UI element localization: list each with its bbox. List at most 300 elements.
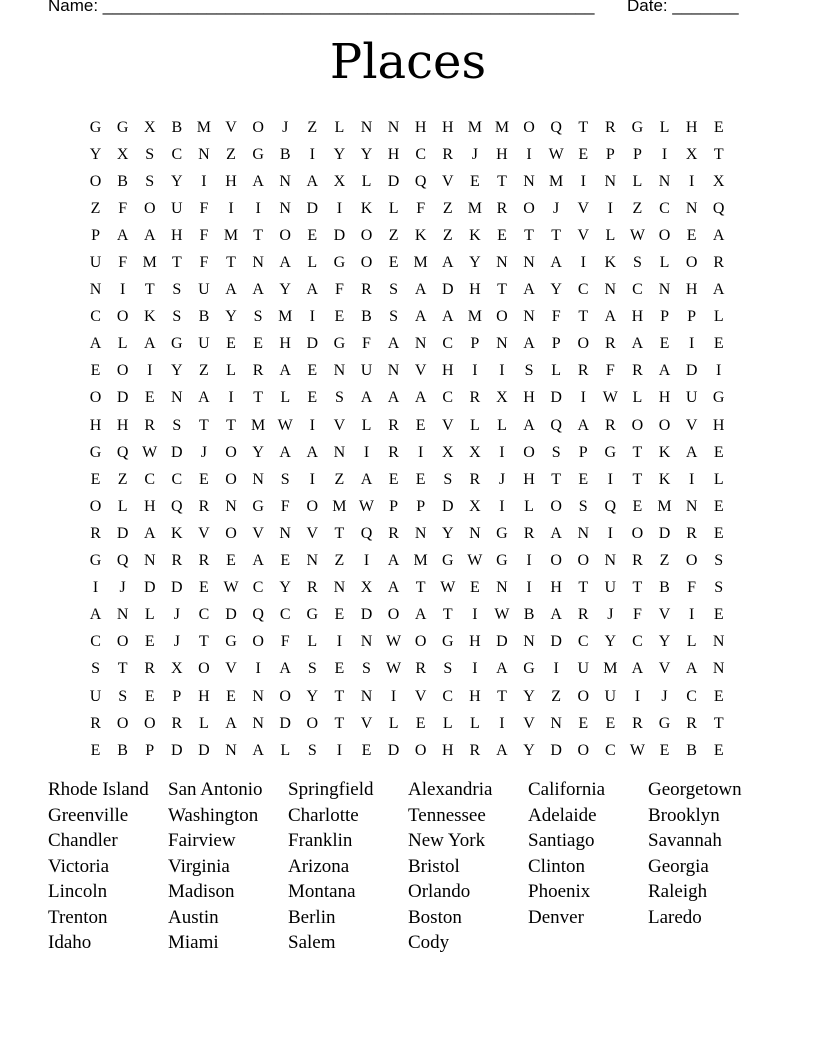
grid-letter[interactable]: I bbox=[390, 687, 397, 705]
grid-letter[interactable]: Y bbox=[550, 281, 562, 299]
grid-letter[interactable]: R bbox=[415, 660, 426, 678]
grid-letter[interactable]: Y bbox=[225, 308, 237, 326]
grid-letter[interactable]: F bbox=[199, 226, 209, 244]
grid-letter[interactable]: A bbox=[387, 552, 400, 570]
grid-letter[interactable]: N bbox=[496, 254, 508, 272]
grid-letter[interactable]: T bbox=[578, 308, 589, 326]
grid-letter[interactable]: U bbox=[360, 362, 373, 380]
grid-letter[interactable]: D bbox=[116, 389, 129, 407]
grid-letter[interactable]: A bbox=[360, 470, 373, 488]
grid-letter[interactable]: A bbox=[116, 226, 129, 244]
grid-letter[interactable]: O bbox=[685, 254, 698, 272]
grid-letter[interactable]: Y bbox=[523, 687, 535, 705]
grid-letter[interactable]: C bbox=[577, 281, 589, 299]
grid-letter[interactable]: Z bbox=[334, 552, 345, 570]
grid-letter[interactable]: U bbox=[171, 199, 183, 217]
grid-letter[interactable]: M bbox=[413, 552, 428, 570]
grid-letter[interactable]: O bbox=[577, 741, 590, 759]
grid-letter[interactable]: E bbox=[334, 308, 345, 326]
grid-letter[interactable]: R bbox=[632, 362, 643, 380]
grid-letter[interactable]: R bbox=[469, 470, 481, 488]
grid-letter[interactable]: R bbox=[442, 145, 454, 163]
grid-letter[interactable]: F bbox=[199, 199, 209, 217]
grid-letter[interactable]: O bbox=[306, 497, 319, 515]
grid-letter[interactable]: P bbox=[389, 497, 399, 515]
grid-letter[interactable]: A bbox=[252, 741, 264, 759]
grid-letter[interactable]: V bbox=[685, 416, 698, 434]
grid-letter[interactable]: O bbox=[225, 443, 237, 461]
grid-letter[interactable]: K bbox=[658, 443, 671, 461]
grid-letter[interactable]: O bbox=[143, 714, 156, 732]
grid-letter[interactable]: W bbox=[629, 741, 645, 759]
grid-letter[interactable]: O bbox=[550, 552, 562, 570]
grid-letter[interactable]: N bbox=[333, 579, 346, 597]
grid-letter[interactable]: G bbox=[306, 606, 319, 624]
grid-letter[interactable]: R bbox=[306, 579, 318, 597]
grid-letter[interactable]: V bbox=[414, 362, 427, 380]
grid-letter[interactable]: T bbox=[632, 470, 643, 488]
grid-letter[interactable]: N bbox=[658, 172, 671, 190]
grid-letter[interactable]: S bbox=[389, 281, 399, 299]
grid-letter[interactable]: M bbox=[413, 254, 428, 272]
grid-letter[interactable]: D bbox=[198, 741, 210, 759]
grid-letter[interactable]: I bbox=[688, 470, 695, 488]
grid-letter[interactable]: U bbox=[685, 389, 698, 407]
grid-letter[interactable]: I bbox=[255, 660, 261, 678]
grid-letter[interactable]: I bbox=[607, 199, 613, 217]
grid-letter[interactable]: H bbox=[225, 172, 237, 190]
grid-letter[interactable]: E bbox=[334, 660, 345, 678]
grid-letter[interactable]: A bbox=[523, 335, 535, 353]
grid-letter[interactable]: Z bbox=[90, 199, 101, 217]
grid-letter[interactable]: G bbox=[604, 443, 617, 461]
grid-letter[interactable]: N bbox=[116, 606, 129, 624]
grid-letter[interactable]: R bbox=[198, 497, 210, 515]
grid-letter[interactable]: X bbox=[469, 497, 481, 515]
grid-letter[interactable]: O bbox=[631, 524, 644, 542]
grid-letter[interactable]: L bbox=[551, 362, 562, 380]
grid-letter[interactable]: T bbox=[551, 470, 562, 488]
grid-letter[interactable]: L bbox=[307, 633, 318, 651]
grid-letter[interactable]: F bbox=[334, 281, 344, 299]
grid-letter[interactable]: T bbox=[226, 416, 236, 434]
grid-letter[interactable]: D bbox=[143, 579, 156, 597]
grid-letter[interactable]: H bbox=[279, 335, 291, 353]
grid-letter[interactable]: A bbox=[143, 524, 156, 542]
grid-letter[interactable]: E bbox=[307, 362, 318, 380]
grid-letter[interactable]: V bbox=[198, 524, 210, 542]
grid-letter[interactable]: N bbox=[252, 254, 264, 272]
grid-letter[interactable]: B bbox=[659, 579, 670, 597]
grid-letter[interactable]: A bbox=[143, 335, 156, 353]
grid-letter[interactable]: T bbox=[497, 172, 507, 190]
grid-letter[interactable]: G bbox=[712, 389, 725, 407]
grid-letter[interactable]: K bbox=[604, 254, 617, 272]
grid-letter[interactable]: I bbox=[228, 389, 234, 407]
grid-letter[interactable]: Z bbox=[334, 470, 345, 488]
grid-letter[interactable]: O bbox=[360, 254, 373, 272]
grid-letter[interactable]: A bbox=[496, 660, 508, 678]
grid-letter[interactable]: D bbox=[333, 226, 346, 244]
grid-letter[interactable]: P bbox=[632, 145, 642, 163]
grid-letter[interactable]: N bbox=[387, 118, 400, 136]
grid-letter[interactable]: Y bbox=[252, 443, 264, 461]
grid-letter[interactable]: Z bbox=[226, 145, 236, 163]
name-field[interactable]: Name: ____________________________________________________ bbox=[48, 0, 595, 15]
grid-letter[interactable]: N bbox=[658, 281, 671, 299]
grid-letter[interactable]: N bbox=[577, 524, 590, 542]
grid-letter[interactable]: E bbox=[199, 470, 209, 488]
grid-letter[interactable]: N bbox=[89, 281, 102, 299]
grid-letter[interactable]: N bbox=[360, 687, 373, 705]
grid-letter[interactable]: C bbox=[442, 687, 454, 705]
grid-letter[interactable]: A bbox=[143, 226, 156, 244]
grid-letter[interactable]: T bbox=[253, 226, 263, 244]
grid-letter[interactable]: P bbox=[91, 226, 100, 244]
grid-letter[interactable]: R bbox=[713, 254, 725, 272]
grid-letter[interactable]: O bbox=[685, 552, 698, 570]
grid-letter[interactable]: V bbox=[658, 606, 671, 624]
grid-letter[interactable]: T bbox=[415, 579, 426, 597]
grid-letter[interactable]: V bbox=[360, 714, 373, 732]
grid-letter[interactable]: F bbox=[551, 308, 561, 326]
grid-letter[interactable]: N bbox=[225, 497, 237, 515]
grid-letter[interactable]: W bbox=[386, 660, 402, 678]
grid-letter[interactable]: X bbox=[441, 443, 454, 461]
grid-letter[interactable]: S bbox=[172, 281, 182, 299]
grid-letter[interactable]: B bbox=[117, 172, 128, 190]
grid-letter[interactable]: L bbox=[226, 362, 236, 380]
grid-letter[interactable]: A bbox=[550, 254, 562, 272]
grid-letter[interactable]: M bbox=[467, 118, 482, 136]
grid-letter[interactable]: V bbox=[577, 226, 590, 244]
grid-letter[interactable]: O bbox=[89, 389, 102, 407]
grid-letter[interactable]: O bbox=[631, 416, 644, 434]
grid-letter[interactable]: D bbox=[360, 606, 373, 624]
grid-letter[interactable]: T bbox=[497, 281, 507, 299]
grid-letter[interactable]: S bbox=[443, 660, 453, 678]
grid-letter[interactable]: D bbox=[441, 281, 454, 299]
grid-letter[interactable]: T bbox=[253, 389, 263, 407]
grid-letter[interactable]: R bbox=[604, 335, 616, 353]
grid-letter[interactable]: H bbox=[198, 687, 210, 705]
grid-letter[interactable]: C bbox=[144, 470, 156, 488]
grid-letter[interactable]: A bbox=[89, 606, 102, 624]
grid-letter[interactable]: N bbox=[171, 389, 183, 407]
grid-letter[interactable]: I bbox=[499, 497, 505, 515]
grid-letter[interactable]: D bbox=[171, 579, 183, 597]
grid-letter[interactable]: U bbox=[577, 660, 590, 678]
grid-letter[interactable]: I bbox=[688, 335, 695, 353]
grid-letter[interactable]: N bbox=[279, 172, 291, 190]
grid-letter[interactable]: H bbox=[712, 416, 725, 434]
grid-letter[interactable]: S bbox=[389, 308, 399, 326]
grid-letter[interactable]: T bbox=[632, 443, 643, 461]
grid-letter[interactable]: H bbox=[658, 389, 671, 407]
grid-letter[interactable]: V bbox=[523, 714, 535, 732]
grid-letter[interactable]: P bbox=[416, 497, 426, 515]
grid-letter[interactable]: Q bbox=[712, 199, 725, 217]
grid-letter[interactable]: L bbox=[469, 714, 480, 732]
grid-letter[interactable]: X bbox=[143, 118, 156, 136]
grid-letter[interactable]: E bbox=[497, 226, 507, 244]
grid-letter[interactable]: A bbox=[712, 281, 725, 299]
grid-letter[interactable]: R bbox=[469, 389, 481, 407]
grid-letter[interactable]: I bbox=[92, 579, 99, 597]
grid-letter[interactable]: Q bbox=[116, 552, 129, 570]
grid-letter[interactable]: N bbox=[333, 362, 346, 380]
grid-letter[interactable]: C bbox=[577, 633, 589, 651]
grid-letter[interactable]: J bbox=[661, 687, 668, 705]
grid-letter[interactable]: R bbox=[469, 741, 481, 759]
grid-letter[interactable]: S bbox=[91, 660, 100, 678]
grid-letter[interactable]: E bbox=[90, 741, 101, 759]
grid-letter[interactable]: E bbox=[361, 741, 372, 759]
grid-letter[interactable]: N bbox=[414, 335, 427, 353]
grid-letter[interactable]: Y bbox=[441, 524, 454, 542]
grid-letter[interactable]: X bbox=[333, 172, 346, 190]
grid-letter[interactable]: O bbox=[577, 335, 590, 353]
grid-letter[interactable]: Y bbox=[279, 579, 291, 597]
grid-letter[interactable]: K bbox=[414, 226, 427, 244]
grid-letter[interactable]: Q bbox=[171, 497, 183, 515]
grid-letter[interactable]: L bbox=[686, 633, 697, 651]
grid-letter[interactable]: I bbox=[363, 443, 370, 461]
grid-letter[interactable]: E bbox=[713, 524, 724, 542]
grid-letter[interactable]: E bbox=[578, 145, 589, 163]
grid-letter[interactable]: R bbox=[361, 281, 372, 299]
grid-letter[interactable]: V bbox=[225, 118, 237, 136]
grid-letter[interactable]: N bbox=[550, 714, 562, 732]
grid-letter[interactable]: L bbox=[144, 606, 155, 624]
grid-letter[interactable]: J bbox=[200, 443, 208, 461]
grid-letter[interactable]: B bbox=[361, 308, 372, 326]
grid-letter[interactable]: V bbox=[306, 524, 319, 542]
grid-letter[interactable]: Y bbox=[89, 145, 102, 163]
grid-letter[interactable]: N bbox=[523, 308, 535, 326]
grid-letter[interactable]: V bbox=[577, 199, 590, 217]
grid-letter[interactable]: D bbox=[550, 389, 562, 407]
grid-letter[interactable]: E bbox=[199, 579, 209, 597]
grid-letter[interactable]: X bbox=[469, 443, 481, 461]
grid-letter[interactable]: Z bbox=[388, 226, 399, 244]
grid-letter[interactable]: W bbox=[602, 389, 618, 407]
grid-letter[interactable]: J bbox=[173, 606, 180, 624]
grid-letter[interactable]: R bbox=[604, 118, 616, 136]
grid-letter[interactable]: R bbox=[577, 362, 589, 380]
grid-letter[interactable]: R bbox=[252, 362, 264, 380]
grid-letter[interactable]: G bbox=[496, 552, 508, 570]
grid-letter[interactable]: O bbox=[116, 633, 129, 651]
grid-letter[interactable]: H bbox=[387, 145, 400, 163]
grid-letter[interactable]: A bbox=[306, 443, 319, 461]
grid-letter[interactable]: W bbox=[440, 579, 456, 597]
grid-letter[interactable]: Y bbox=[604, 633, 617, 651]
grid-letter[interactable]: N bbox=[198, 145, 210, 163]
grid-letter[interactable]: W bbox=[629, 226, 645, 244]
grid-letter[interactable]: O bbox=[658, 226, 671, 244]
grid-letter[interactable]: I bbox=[580, 389, 586, 407]
grid-letter[interactable]: I bbox=[499, 443, 505, 461]
grid-letter[interactable]: N bbox=[252, 714, 264, 732]
grid-letter[interactable]: M bbox=[657, 497, 672, 515]
grid-letter[interactable]: L bbox=[388, 714, 399, 732]
grid-letter[interactable]: S bbox=[172, 308, 182, 326]
grid-letter[interactable]: D bbox=[685, 362, 698, 380]
grid-letter[interactable]: I bbox=[634, 687, 641, 705]
grid-letter[interactable]: R bbox=[632, 552, 643, 570]
grid-letter[interactable]: H bbox=[550, 579, 562, 597]
grid-letter[interactable]: L bbox=[659, 254, 670, 272]
grid-letter[interactable]: H bbox=[441, 118, 454, 136]
grid-letter[interactable]: S bbox=[145, 172, 155, 190]
grid-letter[interactable]: N bbox=[604, 281, 617, 299]
grid-letter[interactable]: E bbox=[713, 335, 724, 353]
grid-letter[interactable]: A bbox=[523, 281, 535, 299]
grid-letter[interactable]: V bbox=[333, 416, 346, 434]
grid-letter[interactable]: E bbox=[415, 470, 426, 488]
grid-letter[interactable]: E bbox=[226, 335, 236, 353]
grid-letter[interactable]: R bbox=[686, 524, 697, 542]
grid-letter[interactable]: I bbox=[472, 362, 478, 380]
grid-letter[interactable]: G bbox=[441, 552, 454, 570]
grid-letter[interactable]: A bbox=[658, 362, 671, 380]
grid-letter[interactable]: G bbox=[116, 118, 129, 136]
grid-letter[interactable]: T bbox=[334, 687, 345, 705]
grid-letter[interactable]: T bbox=[117, 660, 128, 678]
grid-letter[interactable]: L bbox=[117, 335, 128, 353]
grid-letter[interactable]: O bbox=[414, 741, 427, 759]
grid-letter[interactable]: M bbox=[250, 416, 266, 434]
grid-letter[interactable]: O bbox=[225, 470, 237, 488]
grid-letter[interactable]: A bbox=[550, 524, 562, 542]
date-field[interactable]: Date: _______ bbox=[627, 0, 739, 15]
grid-letter[interactable]: E bbox=[713, 606, 724, 624]
grid-letter[interactable]: B bbox=[117, 741, 128, 759]
grid-letter[interactable]: U bbox=[604, 579, 617, 597]
grid-letter[interactable]: R bbox=[171, 714, 183, 732]
grid-letter[interactable]: E bbox=[713, 443, 724, 461]
grid-letter[interactable]: C bbox=[90, 633, 101, 651]
grid-letter[interactable]: R bbox=[577, 606, 589, 624]
grid-letter[interactable]: W bbox=[142, 443, 158, 461]
grid-letter[interactable]: E bbox=[90, 362, 101, 380]
grid-letter[interactable]: Z bbox=[199, 362, 209, 380]
grid-letter[interactable]: M bbox=[467, 308, 482, 326]
grid-letter[interactable]: J bbox=[119, 579, 126, 597]
grid-letter[interactable]: O bbox=[116, 362, 129, 380]
grid-letter[interactable]: G bbox=[171, 335, 183, 353]
grid-letter[interactable]: N bbox=[387, 362, 400, 380]
grid-letter[interactable]: T bbox=[144, 281, 155, 299]
grid-letter[interactable]: I bbox=[255, 199, 261, 217]
grid-letter[interactable]: J bbox=[471, 145, 478, 163]
grid-letter[interactable]: F bbox=[280, 633, 290, 651]
grid-letter[interactable]: T bbox=[226, 254, 236, 272]
grid-letter[interactable]: Z bbox=[659, 552, 670, 570]
grid-letter[interactable]: N bbox=[604, 172, 617, 190]
grid-letter[interactable]: G bbox=[496, 524, 508, 542]
grid-letter[interactable]: A bbox=[712, 226, 725, 244]
grid-letter[interactable]: F bbox=[118, 199, 128, 217]
grid-letter[interactable]: G bbox=[333, 335, 346, 353]
grid-letter[interactable]: T bbox=[199, 416, 209, 434]
grid-letter[interactable]: F bbox=[416, 199, 426, 217]
grid-letter[interactable]: L bbox=[361, 172, 372, 190]
grid-letter[interactable]: I bbox=[661, 145, 668, 163]
grid-letter[interactable]: P bbox=[470, 335, 480, 353]
grid-letter[interactable]: O bbox=[658, 416, 671, 434]
grid-letter[interactable]: A bbox=[441, 308, 454, 326]
grid-letter[interactable]: H bbox=[414, 118, 427, 136]
grid-letter[interactable]: F bbox=[687, 579, 697, 597]
grid-letter[interactable]: T bbox=[497, 687, 507, 705]
grid-letter[interactable]: O bbox=[577, 552, 590, 570]
grid-letter[interactable]: A bbox=[387, 389, 400, 407]
grid-letter[interactable]: E bbox=[334, 606, 345, 624]
grid-letter[interactable]: I bbox=[147, 362, 153, 380]
grid-letter[interactable]: C bbox=[171, 470, 183, 488]
grid-letter[interactable]: A bbox=[496, 741, 508, 759]
grid-letter[interactable]: A bbox=[631, 335, 644, 353]
grid-letter[interactable]: Q bbox=[550, 416, 562, 434]
grid-letter[interactable]: Y bbox=[306, 687, 319, 705]
grid-letter[interactable]: C bbox=[632, 633, 643, 651]
grid-letter[interactable]: C bbox=[171, 145, 183, 163]
grid-letter[interactable]: Y bbox=[171, 172, 183, 190]
grid-letter[interactable]: L bbox=[524, 497, 534, 515]
grid-letter[interactable]: S bbox=[714, 552, 724, 570]
grid-letter[interactable]: I bbox=[309, 416, 315, 434]
grid-letter[interactable]: N bbox=[306, 552, 319, 570]
grid-letter[interactable]: R bbox=[388, 524, 399, 542]
grid-letter[interactable]: E bbox=[253, 335, 263, 353]
grid-letter[interactable]: I bbox=[499, 714, 505, 732]
grid-letter[interactable]: O bbox=[414, 633, 427, 651]
grid-letter[interactable]: S bbox=[307, 660, 317, 678]
grid-letter[interactable]: W bbox=[277, 416, 293, 434]
grid-letter[interactable]: L bbox=[632, 389, 643, 407]
grid-letter[interactable]: U bbox=[198, 335, 210, 353]
grid-letter[interactable]: N bbox=[252, 687, 264, 705]
grid-letter[interactable]: O bbox=[198, 660, 210, 678]
grid-letter[interactable]: V bbox=[252, 524, 264, 542]
grid-letter[interactable]: H bbox=[143, 497, 156, 515]
grid-letter[interactable]: M bbox=[549, 172, 564, 190]
grid-letter[interactable]: W bbox=[358, 497, 375, 515]
grid-letter[interactable]: O bbox=[279, 226, 291, 244]
grid-letter[interactable]: A bbox=[279, 254, 291, 272]
grid-letter[interactable]: E bbox=[659, 335, 670, 353]
grid-letter[interactable]: N bbox=[252, 470, 264, 488]
grid-letter[interactable]: I bbox=[336, 633, 343, 651]
grid-letter[interactable]: C bbox=[604, 741, 616, 759]
grid-letter[interactable]: C bbox=[632, 281, 643, 299]
grid-letter[interactable]: O bbox=[116, 308, 129, 326]
grid-letter[interactable]: O bbox=[550, 497, 562, 515]
grid-letter[interactable]: G bbox=[89, 443, 102, 461]
grid-letter[interactable]: E bbox=[307, 389, 318, 407]
grid-letter[interactable]: E bbox=[469, 579, 480, 597]
grid-letter[interactable]: W bbox=[494, 606, 510, 624]
grid-letter[interactable]: R bbox=[198, 552, 210, 570]
grid-letter[interactable]: A bbox=[360, 389, 373, 407]
grid-letter[interactable]: I bbox=[309, 145, 315, 163]
grid-letter[interactable]: A bbox=[685, 443, 698, 461]
grid-letter[interactable]: G bbox=[89, 118, 102, 136]
grid-letter[interactable]: M bbox=[467, 199, 482, 217]
grid-letter[interactable]: O bbox=[387, 606, 400, 624]
